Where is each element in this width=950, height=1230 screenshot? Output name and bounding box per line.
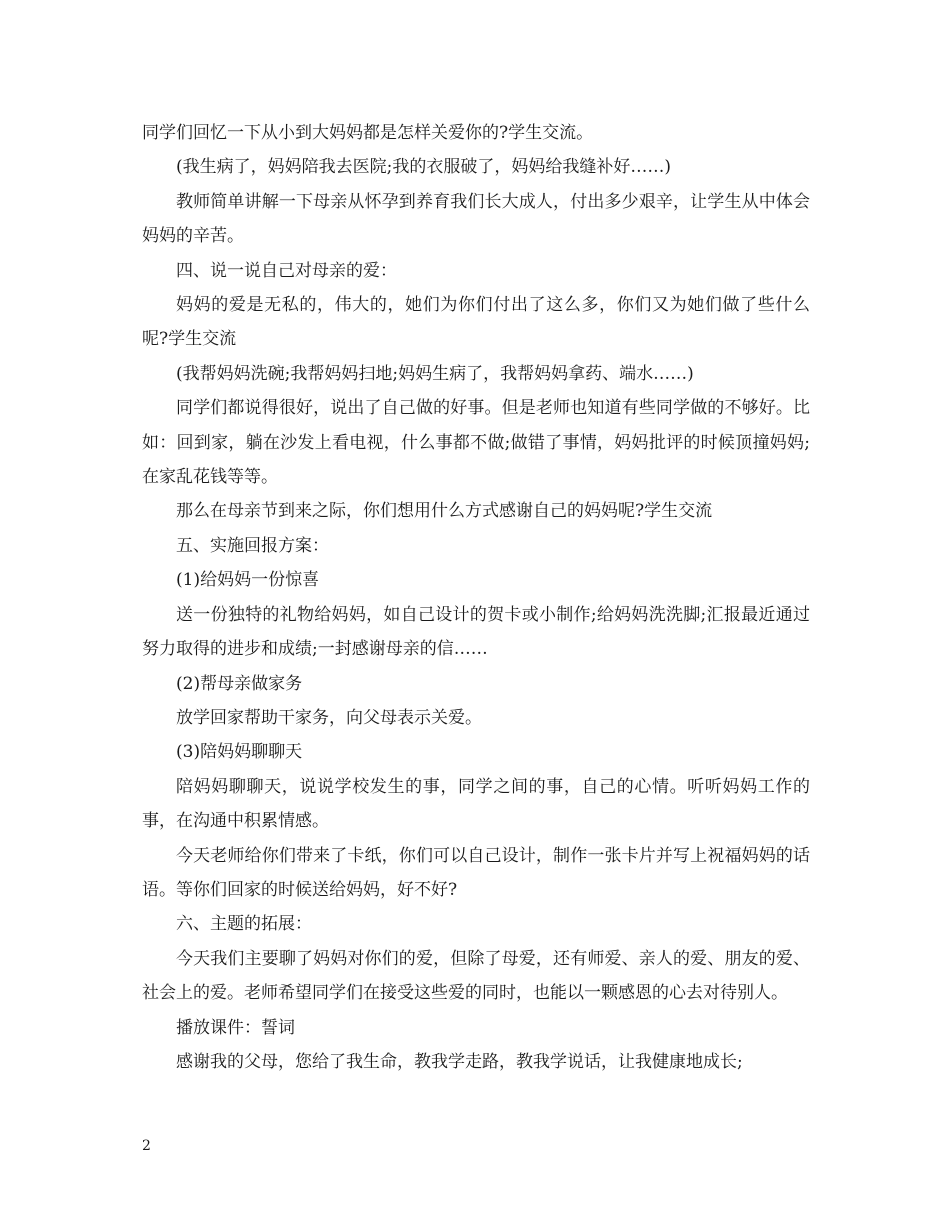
subheading-2: (2)帮母亲做家务: [176, 673, 303, 694]
paragraph-2: (我生病了，妈妈陪我去医院;我的衣服破了，妈妈给我缝补好……): [176, 157, 671, 178]
section-heading-5: 五、实施回报方案：: [176, 535, 329, 556]
paragraph-18: 今天我们主要聊了妈妈对你们的爱，但除了母爱，还有师爱、亲人的爱、朋友的爱、社会上的爱。老师希望同学们在接受这些爱的同时，也能以一颗感恩的心去对待别人。: [142, 948, 810, 1004]
paragraph-20: 感谢我的父母，您给了我生命，教我学走路，教我学说话，让我健康地成长;: [176, 1051, 743, 1072]
paragraph-1: 同学们回忆一下从小到大妈妈都是怎样关爱你的?学生交流。: [142, 123, 594, 143]
paragraph-11: 送一份独特的礼物给妈妈，如自己设计的贺卡或小制作;给妈妈洗洗脚;汇报最近通过努力取得的进步和成绩;一封感谢母亲的信……: [142, 604, 810, 660]
page-number: 2: [142, 1138, 151, 1154]
paragraph-19: 播放课件：誓词: [176, 1017, 295, 1038]
paragraph-5: 妈妈的爱是无私的，伟大的，她们为你们付出了这么多，你们又为她们做了些什么呢?学生交流: [142, 295, 810, 350]
paragraph-3: 教师简单讲解一下母亲从怀孕到养育我们长大成人，付出多少艰辛，让学生从中体会妈妈的辛苦。: [142, 191, 810, 247]
subheading-1: (1)给妈妈一份惊喜: [176, 570, 320, 591]
document-body: [142, 116, 810, 1079]
paragraph-16: 今天老师给你们带来了卡纸，你们可以自己设计，制作一张卡片并写上祝福妈妈的话语。等你们回家的时候送给妈妈，好不好?: [142, 845, 810, 900]
section-heading-6: 六、主题的拓展：: [176, 914, 312, 935]
subheading-3: (3)陪妈妈聊聊天: [176, 742, 303, 763]
paragraph-6: (我帮妈妈洗碗;我帮妈妈扫地;妈妈生病了，我帮妈妈拿药、端水……): [176, 363, 694, 384]
paragraph-8: 那么在母亲节到来之际，你们想用什么方式感谢自己的妈妈呢?学生交流: [176, 501, 713, 522]
section-heading-4: 四、说一说自己对母亲的爱：: [176, 260, 397, 281]
paragraph-15: 陪妈妈聊聊天，说说学校发生的事，同学之间的事，自己的心情。听听妈妈工作的事，在沟通中积累情感。: [142, 776, 810, 832]
paragraph-7: 同学们都说得很好，说出了自己做的好事。但是老师也知道有些同学做的不够好。比如：回到家，躺在沙发上看电视，什么事都不做;做错了事情，妈妈批评的时候顶撞妈妈;在家乱花钱等等。: [142, 398, 810, 488]
paragraph-13: 放学回家帮助干家务，向父母表示关爱。: [176, 707, 482, 728]
